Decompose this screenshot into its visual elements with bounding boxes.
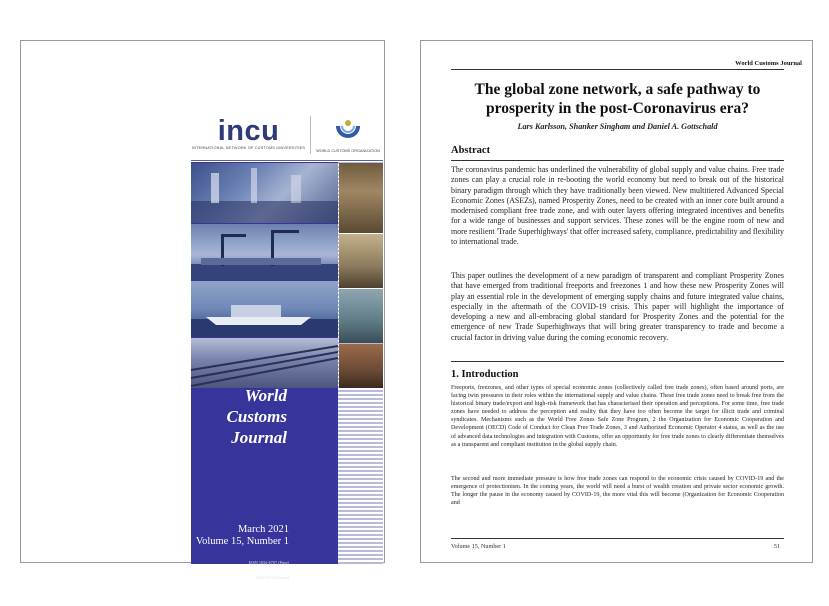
cover-photo-airport [191, 163, 338, 223]
article-title-line: prosperity in the post-Coronavirus era? [486, 99, 749, 117]
running-header: World Customs Journal [735, 60, 802, 67]
abstract-paragraph-2: This paper outlines the development of a new paradigm of transparent and compliant Prosperity Zones that have emerged from traditional freeports and freezones 1 and how these new Prosperity Zones will play an essential role in the development of emerging supply chains and future integrated value chains, especially in the aftermath of the COVID-19 crisis. This paper will highlight the importance of developing a new and all-embracing global standard for Prosperity Zones and the potential for the emergence of new Trade Superhighways that will bring greater transparency to trade and become a crucial factor in driving value during the coming economic recovery. [451, 271, 784, 342]
cover-volume: Volume 15, Number 1 [195, 536, 289, 547]
logo-divider [310, 116, 311, 154]
header-rule [451, 69, 784, 70]
introduction-paragraph-2: The second and more immediate pressure is how free trade zones can respond to the economic crisis caused by COVID-19 and the emergence of protectionism. In the coming years, the world will need a burst of wealth creation and private sector economic growth. The longer the pause in the economy caused by COVID-19, the more vital this will become (Organization for Economic Cooperation and [451, 476, 784, 507]
cover-photo-side-4 [339, 344, 383, 388]
article-title-line: The global zone network, a safe pathway to [474, 81, 761, 98]
cover-photo-side-2 [339, 234, 383, 288]
cover-photo-port-cranes [191, 224, 338, 280]
incu-logo-text: incu [217, 115, 280, 147]
article-authors: Lars Karlsson, Shanker Singham and Daniel A. Gottschald [517, 122, 718, 131]
wco-logo-subtext: WORLD CUSTOMS ORGANIZATION [316, 149, 380, 153]
cover-photo-side-1 [339, 163, 383, 233]
cover-rule [191, 160, 383, 161]
cover-photo-side-3 [339, 289, 383, 343]
incu-logo [191, 116, 306, 150]
abstract-rule [451, 160, 784, 161]
abstract-paragraph-1: The coronavirus pandemic has underlined the vulnerability of global supply and value chains. Free trade zones can play a crucial role in re-booting the world economy but need to break out of the historical binary paradigm through which they have traditionally been viewed. New multitiered Advanced Special Economic Zones (ASEZs), named Prosperity Zones, need to be created with an inner core built around a modernised compliant free trade zone, and with outer layers offering integrated incentives and benefits for a wide range of businesses and support services. These zones will be the engine room of new and more resilient 'Trade Superhighways' that offer increased safety, compliance, predictability and flexibility to international trade. [451, 165, 784, 247]
article-page [420, 40, 813, 563]
cover-title [191, 385, 287, 448]
abstract-end-rule [451, 361, 784, 362]
journal-cover [20, 40, 385, 580]
cover-photo-ship [191, 281, 338, 337]
cover-issn-print: ISSN 1834-6707 (Print) [248, 560, 289, 565]
cover-title-line: Customs [226, 407, 287, 426]
cover-issn-online: 1834-6715 (Online) [255, 575, 289, 580]
article-title [451, 81, 784, 118]
cover-title-line: Journal [231, 428, 287, 447]
wco-logo [313, 116, 383, 153]
abstract-heading: Abstract [451, 145, 491, 156]
footer-volume: Volume 15, Number 1 [451, 543, 506, 550]
footer-rule [451, 538, 784, 539]
wco-emblem-icon [333, 116, 363, 146]
cover-photo-rail-yard [191, 338, 338, 388]
incu-logo-subtext: INTERNATIONAL NETWORK OF CUSTOMS UNIVERSITIES [191, 146, 306, 150]
introduction-paragraph-1: Freeports, freezones, and other types of special economic zones (collectively called free trade zones), often based around ports, are facing twin pressures in their roles within the international supply and value chains. These free trade zones need to break free from the historical binary trade/export and high-risk framework that has characterised their operation and perceptions. For some time, free trade zones have needed to address the perception and reality that they have too often become the target for illicit trade and criminal syndicates. Mechanisms such as the World Free Zones Safe Zone Program, 2 the Organization for Economic Cooperation and Development (OECD) Code of Conduct for Clean Free Trade Zones, 3 and Authorized Economic Operator 4 status, as well as the use of advanced data technologies and integration with Customs, offer an opportunity for free trade zones to clearly differentiate themselves as a transparent and compliant institution in the global supply chain. [451, 385, 784, 448]
cover-issue [191, 524, 289, 548]
cover-title-line: World [244, 386, 287, 405]
cover-issue-date: March 2021 [237, 524, 289, 535]
page-number: 51 [773, 543, 780, 550]
cover-issn [191, 550, 289, 590]
introduction-heading: 1. Introduction [451, 369, 519, 380]
